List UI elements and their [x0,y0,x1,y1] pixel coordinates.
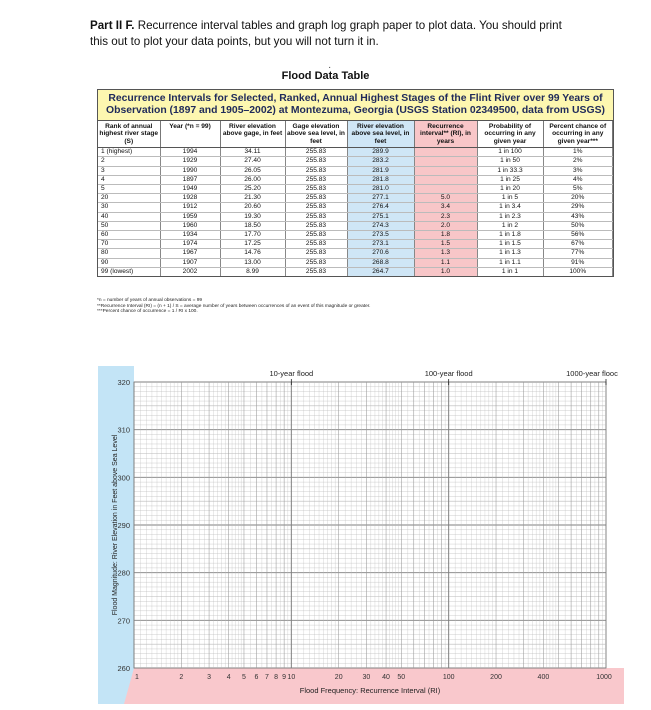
table-cell: 2.3 [414,212,477,221]
x-tick-label: 50 [397,674,406,681]
x-tick-label: 30 [362,674,371,681]
x-tick-label: 40 [382,674,390,681]
column-header: River elevation above gage, in feet [220,121,285,148]
instructions-text: Recurrence interval tables and graph log graph paper to plot data. You should print this out to plot your data points, but you will not turn it in. [90,19,562,48]
table-cell: 2.0 [414,221,477,230]
table-cell: 14.76 [220,249,285,258]
table-cell: 273.1 [347,240,414,249]
table-cell: 3.4 [414,203,477,212]
table-cell: 289.9 [347,148,414,157]
x-tick-label: 7 [265,674,269,681]
table-cell: 5.0 [414,194,477,203]
x-tick-label: 10 [287,674,296,681]
column-header: River elevation above sea level, in feet [347,121,414,148]
y-tick-label: 290 [117,521,130,530]
x-tick-label: 6 [254,674,259,681]
x-tick-label: 20 [334,674,343,681]
table-cell: 70 [98,240,160,249]
y-tick-label: 280 [117,568,130,578]
table-cell: 3 [98,166,160,175]
table-cell: 26.05 [220,166,285,175]
table-cell: 1.1 [414,258,477,267]
table-cell: 100% [543,267,613,276]
table-cell: 1 in 1.5 [477,240,543,249]
table-cell: 67% [543,240,613,249]
table-cell: 1949 [160,185,220,194]
table-cell: 1% [543,148,613,157]
table-cell: 1974 [160,240,220,249]
column-header: Rank of annual highest river stage (S) [98,121,160,148]
table-row [98,212,613,221]
table-cell: 1990 [160,166,220,175]
table-cell: 1 in 50 [477,157,543,166]
table-cell: 1.0 [414,267,477,276]
footnote: *n = number of years of annual observations = 99 [97,298,203,303]
x-tick-label: 400 [537,674,550,681]
table-cell: 255.83 [285,240,347,249]
table-cell: 20% [543,194,613,203]
log-graph-paper [98,366,624,704]
table-footnotes [97,298,612,315]
table-body [98,148,613,276]
table-cell: 1 in 2 [477,221,543,230]
column-header: Year (*n = 99) [160,121,220,148]
table-cell: 77% [543,249,613,258]
table-cell: 20 [98,194,160,203]
y-axis-title: Flood Magnitude: River Elevation in Feet above Sea Level [112,434,119,616]
table-cell: 8.99 [220,267,285,276]
table-heading [98,90,613,121]
table-cell: 255.83 [285,185,347,194]
x-tick-label: 100 [442,674,455,681]
table-row [98,231,613,240]
table-cell: 276.4 [347,203,414,212]
table-cell: 50 [98,221,160,230]
table-cell: 56% [543,231,613,240]
table-cell: 1994 [160,148,220,157]
table-row [98,185,613,194]
table-cell [414,148,477,157]
table-cell: 275.1 [347,212,414,221]
table-cell: 18.50 [220,221,285,230]
table-row [98,148,613,157]
stray-mark: · [328,62,332,73]
table-cell: 29% [543,203,613,212]
recurrence-table [98,121,613,276]
table-cell: 274.3 [347,221,414,230]
table-cell: 1.8 [414,231,477,240]
table-cell: 1960 [160,221,220,230]
table-cell: 281.0 [347,185,414,194]
table-cell: 1907 [160,258,220,267]
table-cell: 20.60 [220,203,285,212]
table-cell [414,185,477,194]
table-cell: 2 [98,157,160,166]
table-cell: 1934 [160,231,220,240]
table-cell [414,175,477,184]
table-cell: 5% [543,185,613,194]
table-row [98,175,613,184]
table-cell: 19.30 [220,212,285,221]
table-cell: 1967 [160,249,220,258]
table-row [98,194,613,203]
table-cell: 4 [98,175,160,184]
x-tick-label: 1000 [596,674,612,681]
table-cell: 60 [98,231,160,240]
x-tick-label: 4 [226,674,231,681]
table-row [98,240,613,249]
table-cell: 3% [543,166,613,175]
table-cell: 1 in 5 [477,194,543,203]
footnote: ***Percent chance of occurrence = 1 / RI x 100. [97,309,198,315]
table-cell: 283.2 [347,157,414,166]
flood-data-table [97,89,614,277]
y-tick-label: 270 [117,616,130,626]
table-cell: 99 (lowest) [98,267,160,276]
x-tick-label: 2 [179,674,184,681]
table-title: Flood Data Table [281,70,370,82]
table-heading-line2: Observation (1897 and 1905–2002) at Montezuma, Georgia (USGS Station 02349500, data from USGS) [106,105,605,116]
table-cell: 80 [98,249,160,258]
table-cell: 26.00 [220,175,285,184]
table-cell: 255.83 [285,212,347,221]
table-cell: 255.83 [285,267,347,276]
table-cell: 255.83 [285,148,347,157]
x-axis-title: Flood Frequency: Recurrence Interval (RI) [299,686,441,695]
table-cell: 1 in 3.4 [477,203,543,212]
y-tick-label: 310 [117,425,130,435]
table-cell: 255.83 [285,203,347,212]
table-cell: 5 [98,185,160,194]
table-heading-line1: Recurrence Intervals for Selected, Ranked, Annual Highest Stages of the Flint River over 99 Years of [108,93,603,104]
table-row [98,221,613,230]
table-cell: 277.1 [347,194,414,203]
x-tick-label: 3 [207,674,212,681]
part-label: Part II F. [90,19,135,32]
column-header: Percent chance of occurring in any given year*** [543,121,613,148]
x-tick-label: 1 [135,674,139,681]
table-cell: 1 in 2.3 [477,212,543,221]
table-cell: 1897 [160,175,220,184]
table-cell: 1 in 25 [477,175,543,184]
table-cell: 255.83 [285,258,347,267]
table-cell: 281.9 [347,166,414,175]
table-cell: 255.83 [285,221,347,230]
table-header-row [98,121,613,148]
table-cell: 1 in 1.1 [477,258,543,267]
table-cell: 17.70 [220,231,285,240]
table-cell: 1 in 20 [477,185,543,194]
table-cell: 21.30 [220,194,285,203]
y-tick-label: 260 [117,664,130,673]
table-cell: 1 in 1 [477,267,543,276]
table-cell: 2% [543,157,613,166]
table-cell: 17.25 [220,240,285,249]
table-row [98,258,613,267]
table-row [98,166,613,175]
table-cell: 255.83 [285,249,347,258]
table-cell: 13.00 [220,258,285,267]
y-tick-label: 300 [117,473,130,483]
table-cell: 43% [543,212,613,221]
footnote: **Recurrence Interval (RI) = (n + 1) / S = average number of years between occurrences of an event of this magnitude or greater. [97,303,371,309]
table-cell: 1928 [160,194,220,203]
table-cell: 255.83 [285,175,347,184]
table-cell: 34.11 [220,148,285,157]
table-cell: 4% [543,175,613,184]
table-cell [414,157,477,166]
table-cell: 90 [98,258,160,267]
table-cell: 2002 [160,267,220,276]
table-cell: 270.6 [347,249,414,258]
y-tick-label: 320 [117,378,130,387]
table-cell: 1 in 1.3 [477,249,543,258]
table-cell: 1929 [160,157,220,166]
table-cell: 255.83 [285,157,347,166]
flood-marker-label: 1000-year flooc [566,369,618,378]
table-cell: 1 (highest) [98,148,160,157]
table-cell: 273.5 [347,231,414,240]
table-cell: 255.83 [285,166,347,175]
table-cell: 281.8 [347,175,414,184]
table-cell: 255.83 [285,231,347,240]
table-cell: 1 in 100 [477,148,543,157]
table-row [98,267,613,276]
table-cell: 40 [98,212,160,221]
column-header: Probability of occurring in any given year [477,121,543,148]
x-tick-label: 200 [490,674,502,681]
table-cell: 1 in 33.3 [477,166,543,175]
table-cell: 91% [543,258,613,267]
table-cell: 1.5 [414,240,477,249]
table-cell: 30 [98,203,160,212]
table-cell: 25.20 [220,185,285,194]
table-row [98,203,613,212]
table-cell: 264.7 [347,267,414,276]
table-cell: 255.83 [285,194,347,203]
column-header: Recurrence interval** (RI), in years [414,121,477,148]
x-tick-label: 5 [242,674,246,681]
table-cell: 27.40 [220,157,285,166]
instructions [90,18,570,50]
table-cell: 50% [543,221,613,230]
flood-marker-label: 10-year flood [269,369,314,378]
flood-marker-label: 100-year flood [424,369,473,378]
column-header: Gage elevation above sea level, in feet [285,121,347,148]
table-cell [414,166,477,175]
table-cell: 268.8 [347,258,414,267]
table-cell: 1959 [160,212,220,221]
table-row [98,157,613,166]
x-tick-label: 8 [274,674,279,681]
table-cell: 1 in 1.8 [477,231,543,240]
table-cell: 1.3 [414,249,477,258]
x-tick-label: 9 [282,674,287,681]
table-cell: 1912 [160,203,220,212]
table-row [98,249,613,258]
